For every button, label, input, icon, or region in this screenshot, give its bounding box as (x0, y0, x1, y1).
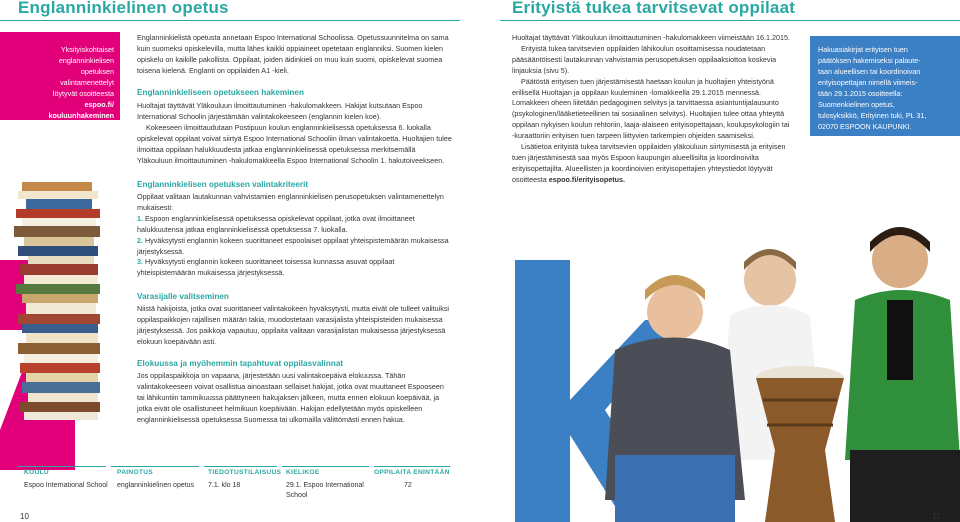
box-line: taan alueellisen tai koordinoivan (818, 67, 921, 76)
students-drumming-photo (505, 200, 960, 522)
box-line: tään 29.1.2015 osoitteella: (818, 89, 903, 98)
box-line: erityisopettajan nimellä viimeis- (818, 78, 918, 87)
contact-info-box (810, 36, 960, 136)
sidebar-line: Yksityiskohtaiset (60, 45, 114, 54)
intro-paragraph: Englanninkielistä opetusta annetaan Espoo International Schoolissa. Opetussuunnitelma on sama kuin suomeksi opiskelevilla, mutta lähes kaikki oppiaineet opetetaan englanniksi. Suomen kielen opiskelu on kaikille pakollista. Oppilaat, joiden äidinkieli on muu kuin suomi, opiskelevat suomea toisena kielenä. Englanti on oppilaiden A1 -kieli. (137, 33, 449, 75)
box-line: Suomenkielinen opetus, (818, 100, 895, 109)
left-page-title: Englanninkielinen opetus (18, 0, 229, 17)
sidebar-link[interactable]: espoo.fi/ (84, 100, 114, 109)
criteria-list (137, 214, 452, 279)
paragraph: Lisätietoa erityistä tukea tarvitsevien oppilaiden yläkouluun siirtymisestä ja erityisen tuen järjestämisestä saa myös Espoon kaupungin alueellisilta ja koordinoivilta erityisopettajilta. Alueellisten ja koordinoivien erityisopettajien yhteystiedot löytyvät osoitteesta (512, 142, 786, 184)
table-header: KIELIKOE (286, 469, 320, 476)
paragraph: Erityistä tukea tarvitsevien oppilaiden lähikoulun osoittamisessa noudatetaan pääsääntöisesti lautakunnan vahvistamia perusopetuksen oppilaaksiottoa koskevia linjauksia (sivu 5). (512, 43, 777, 75)
section-heading: Englanninkielisen opetuksen valintakriteerit (137, 180, 309, 189)
sidebar-link[interactable]: kouluunhakeminen (48, 111, 114, 120)
table-header: PAINOTUS (117, 469, 153, 476)
table-cell: 29.1. Espoo International School (286, 482, 364, 499)
table-cell: 72 (404, 482, 412, 489)
books-illustration (0, 150, 125, 470)
paragraph: Huoltajat täyttävät Yläkouluun ilmoittautuminen -hakulomakkeen. Hakijat kutsutaan Espoo International Schoolin järjestämään valintakokeeseen (englannin kielen koe). (137, 101, 423, 121)
page-number: 10 (20, 512, 29, 521)
sidebar-line: löytyvät osoitteesta (52, 89, 114, 98)
table-header: OPPILAITA ENINTÄÄN (374, 469, 450, 476)
section3-body: Niistä hakijoista, jotka ovat suorittaneet valintakokeen hyväksytysti, mutta eivät ole tulleet valituiksi oppilaspaikkojen rajallisen määrän takia, muodostetaan varasijalista yhteispisteiden mukaisessa järjestyksessä. Jos paikkoja vapautuu, oppilaita valitaan varasijalistan mukaisessa järjestyksessä elokuun koepäivään asti. (137, 304, 450, 346)
list-item: 2. Hyväksytysti englannin kokeen suorittaneet espoolaiset oppilaat yhteispistemäärän mukaisessa järjestyksessä. (137, 235, 449, 256)
box-line: tulosyksikkö, Erityinen tuki, PL 31, (818, 111, 927, 120)
paragraph: Oppilaat valitaan lautakunnan vahvistamien englanninkielisen perusopetuksen valintamenettelyn mukaisesti: (137, 192, 444, 212)
sidebar-line: opetuksen (80, 67, 114, 76)
sidebar-line: englanninkielisen (58, 56, 114, 65)
book-stack (14, 182, 100, 420)
box-line: Hakuasiakirjat erityisen tuen (818, 45, 908, 54)
student-figure (845, 227, 960, 522)
paragraph: Huoltajat täyttävät Yläkouluun ilmoittautuminen -hakulomakkeen viimeistään 16.1.2015. (512, 33, 790, 42)
paragraph: Päätöstä erityisen tuen järjestämisestä haetaan koulun ja huoltajien yhteistyönä erillisellä Huoltajan ja oppilaan kuuleminen -lomakkeella 29.1.2015 mennessä. Lomakkeen oheen liitetään pedagoginen selvitys ja tarvittaessa asiantuntijalausunto (psykologinen/lääketieteellinen tai sosiaalinen selvitys). Huoltajien tulee ottaa yhteyttä oppilaan nykyisen koulun rehtoriin, laaja-alaiseen erityisopettajaan, koulupsykologiin tai -kuraattoriin erityisen tuen tarpeen liittyvien tarkempien ohjeiden saamiseksi. (512, 76, 790, 141)
table-header: KOULU (24, 469, 49, 476)
left-title-rule (0, 20, 460, 21)
sidebar-text (2, 44, 114, 121)
box-line: päätöksen hakemiseksi palaute- (818, 56, 921, 65)
table-cell: englanninkielinen opetus (117, 482, 195, 489)
table-header: TIEDOTUSTILAISUUS (208, 469, 282, 476)
list-item: 1. Espoon englanninkielisessä opetuksessa opiskelevat oppilaat, jotka ovat ilmoittaneet halukkuutensa jatkaa englanninkielisessä opetuksessa 7. luokalla. (137, 213, 415, 234)
page-number: 11 (932, 512, 941, 521)
box-line: 02070 ESPOON KAUPUNKI. (818, 122, 912, 131)
right-title-rule (500, 20, 960, 21)
student-figure (605, 275, 745, 522)
paragraph: Kokeeseen ilmoittaudutaan Postipuun koulun englanninkielisessä opetuksessa 6. luokalla opiskelevat oppilaat voivat siirtyä Espoo International Schooliin ilman valintakoetta. Huoltajien tulee ilmoittaa oppilaan halukkuudesta jatkaa englanninkielisessä opetuksessa merkitsemällä Yläkouluun ilmoittautuminen -hakulomakkeella Espoo International Schoolin 1. hakutoiveekseen. (137, 122, 452, 165)
table-cell: Espoo International School (24, 482, 108, 489)
right-body-text (512, 33, 793, 186)
section-heading: Englanninkieliseen opetukseen hakeminen (137, 88, 304, 97)
sidebar-info-box (0, 32, 120, 120)
erityisopetus-link[interactable]: espoo.fi/erityisopetus. (548, 174, 626, 184)
section1-body (137, 101, 452, 166)
section-heading: Varasijalle valitseminen (137, 292, 229, 301)
contact-info-text (818, 44, 958, 132)
sidebar-line: valintamenettelyt (60, 78, 114, 87)
section2-body (137, 192, 452, 279)
section4-body: Jos oppilaspaikkoja on vapaana, järjestetään uusi valintakoepäivä elokuussa. Tähän valintakokeeseen voivat osallistua ainoastaan sellaiset hakijat, jotka ovat muuttaneet Espooseen tai lähikuntiin tammikuussa päättyneen hakujaksen jälkeen, mutta ennen elokuun koepäivää, ja jotka eivät ole osallistuneet helmikuun koepäivään. Hakijan edellytetään myös opiskelleen englanninkielisessä opetuksessa Suomessa tai ulkomailla välittömästi ennen hakua. (137, 371, 444, 424)
section-heading: Elokuussa ja myöhemmin tapahtuvat oppilasvalinnat (137, 359, 344, 368)
right-page-title: Erityistä tukea tarvitsevat oppilaat (512, 0, 796, 17)
list-item: 3. Hyväksytysti englannin kokeen suorittaneet toisessa kunnassa asuvat oppilaat yhteispistemäärän mukaisessa järjestyksessä. (137, 257, 395, 278)
table-cell: 7.1. klo 18 (208, 482, 241, 489)
